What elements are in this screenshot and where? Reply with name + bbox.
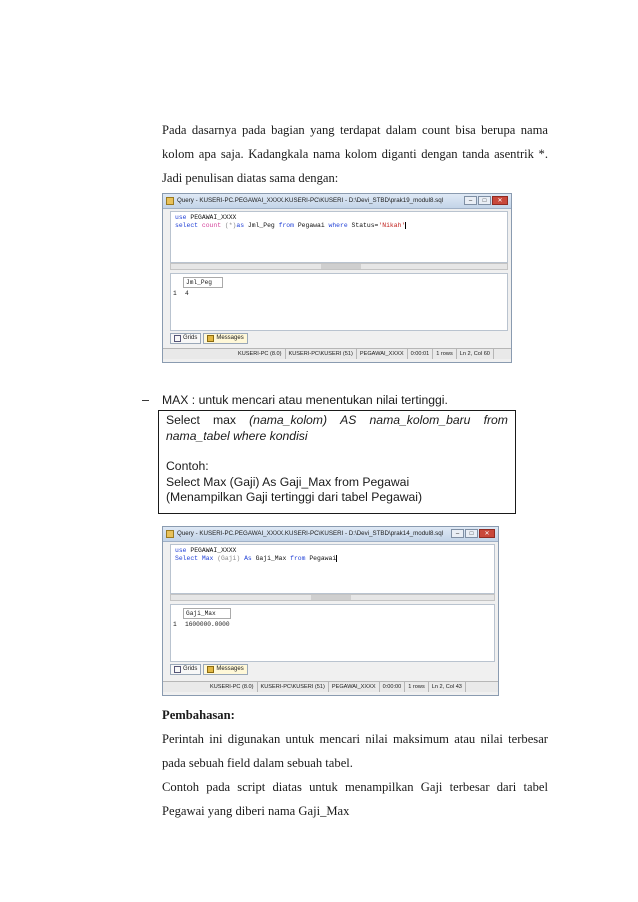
horizontal-scrollbar-1[interactable] xyxy=(170,263,508,270)
results-grid-2 xyxy=(170,604,495,662)
pembahasan-line-2: pada sebuah field dalam sebuah tabel. xyxy=(162,756,353,770)
result-cell[interactable]: 4 xyxy=(185,290,189,297)
status-rows: 1 rows xyxy=(433,349,456,359)
intro-line-2: kolom apa saja. Kadangkala nama kolom diganti dengan tanda asentrik *. xyxy=(162,147,548,161)
status-user: KUSERI-PC\KUSERI (51) xyxy=(286,349,357,359)
scroll-thumb[interactable] xyxy=(311,595,351,600)
status-server: KUSERI-PC (8.0) xyxy=(207,682,258,692)
intro-line-3: Jadi penulisan diatas sama dengan: xyxy=(162,171,339,185)
pembahasan-heading: Pembahasan: xyxy=(162,708,235,722)
status-position: Ln 2, Col 43 xyxy=(429,682,466,692)
sql-editor-1[interactable] xyxy=(170,211,508,263)
messages-icon xyxy=(207,666,214,673)
pembahasan-line-4: Pegawai yang diberi nama Gaji_Max xyxy=(162,804,350,818)
row-number: 1 xyxy=(173,621,177,628)
status-bar-2 xyxy=(163,681,498,692)
status-database: PEGAWAI_XXXX xyxy=(357,349,408,359)
horizontal-scrollbar-2[interactable] xyxy=(170,594,495,601)
window-1-title: Query - KUSERI-PC.PEGAWAI_XXXX.KUSERI-PC\KUSERI - D:\Devi_STBD\prak19_modul8.sql xyxy=(177,197,444,204)
minimize-button[interactable]: – xyxy=(464,196,477,205)
window-2-titlebar xyxy=(163,527,498,542)
result-cell[interactable]: 1600000.0000 xyxy=(185,621,230,628)
list-dash: – xyxy=(142,393,150,407)
close-button[interactable]: ✕ xyxy=(492,196,508,205)
status-time: 0:00:01 xyxy=(408,349,434,359)
pembahasan-line-1: Perintah ini digunakan untuk mencari nilai maksimum atau nilai terbesar xyxy=(162,732,548,746)
max-description: MAX : untuk mencari atau menentukan nilai tertinggi. xyxy=(162,393,448,407)
text-caret xyxy=(405,222,406,229)
status-position: Ln 2, Col 60 xyxy=(457,349,494,359)
code-line-2: select count (*)as Jml_Peg from Pegawai where Status='Nikah' xyxy=(175,222,406,230)
status-bar-1 xyxy=(163,348,511,359)
syntax-box xyxy=(158,410,516,514)
code-line-1: use PEGAWAI_XXXX xyxy=(175,547,237,554)
example-query: Select Max (Gaji) As Gaji_Max from Pegawai xyxy=(166,474,410,489)
row-number: 1 xyxy=(173,290,177,297)
result-tabs-1 xyxy=(170,333,248,344)
tab-grids[interactable]: Grids xyxy=(170,664,201,675)
window-2-title: Query - KUSERI-PC.PEGAWAI_XXXX.KUSERI-PC\KUSERI - D:\Devi_STBD\prak14_modul8.sql xyxy=(177,530,444,537)
pembahasan-line-3: Contoh pada script diatas untuk menampilkan Gaji terbesar dari tabel xyxy=(162,780,548,794)
maximize-button[interactable]: □ xyxy=(478,196,491,205)
example-note: (Menampilkan Gaji tertinggi dari tabel Pegawai) xyxy=(166,490,423,504)
window-1-titlebar xyxy=(163,194,511,209)
query-window-1 xyxy=(162,193,512,363)
messages-icon xyxy=(207,335,214,342)
tab-messages[interactable]: Messages xyxy=(203,664,247,675)
status-user: KUSERI-PC\KUSERI (51) xyxy=(258,682,329,692)
status-rows: 1 rows xyxy=(405,682,428,692)
code-line-1: use PEGAWAI_XXXX xyxy=(175,214,237,221)
syntax-line-2: nama_tabel where kondisi xyxy=(166,428,308,443)
close-button[interactable]: ✕ xyxy=(479,529,495,538)
status-server: KUSERI-PC (8.0) xyxy=(235,349,286,359)
intro-line-1: Pada dasarnya pada bagian yang terdapat dalam count bisa berupa nama xyxy=(162,123,548,137)
text-caret xyxy=(336,555,337,562)
scroll-thumb[interactable] xyxy=(321,264,361,269)
grid-icon xyxy=(174,335,181,342)
query-file-icon xyxy=(166,530,174,538)
maximize-button[interactable]: □ xyxy=(465,529,478,538)
status-database: PEGAWAI_XXXX xyxy=(329,682,380,692)
query-window-2 xyxy=(162,526,499,696)
grid-icon xyxy=(174,666,181,673)
column-header[interactable]: Jml_Peg xyxy=(183,277,223,288)
result-tabs-2 xyxy=(170,664,248,675)
results-grid-1 xyxy=(170,273,508,331)
query-file-icon xyxy=(166,197,174,205)
minimize-button[interactable]: – xyxy=(451,529,464,538)
contoh-label: Contoh: xyxy=(166,459,209,473)
tab-messages[interactable]: Messages xyxy=(203,333,247,344)
tab-grids[interactable]: Grids xyxy=(170,333,201,344)
column-header[interactable]: Gaji_Max xyxy=(183,608,231,619)
status-time: 0:00:00 xyxy=(380,682,406,692)
code-line-2: Select Max (Gaji) As Gaji_Max from Pegawai xyxy=(175,555,337,563)
syntax-line-1: Select max (nama_kolom) AS nama_kolom_baru from xyxy=(166,413,508,427)
sql-editor-2[interactable] xyxy=(170,544,495,594)
